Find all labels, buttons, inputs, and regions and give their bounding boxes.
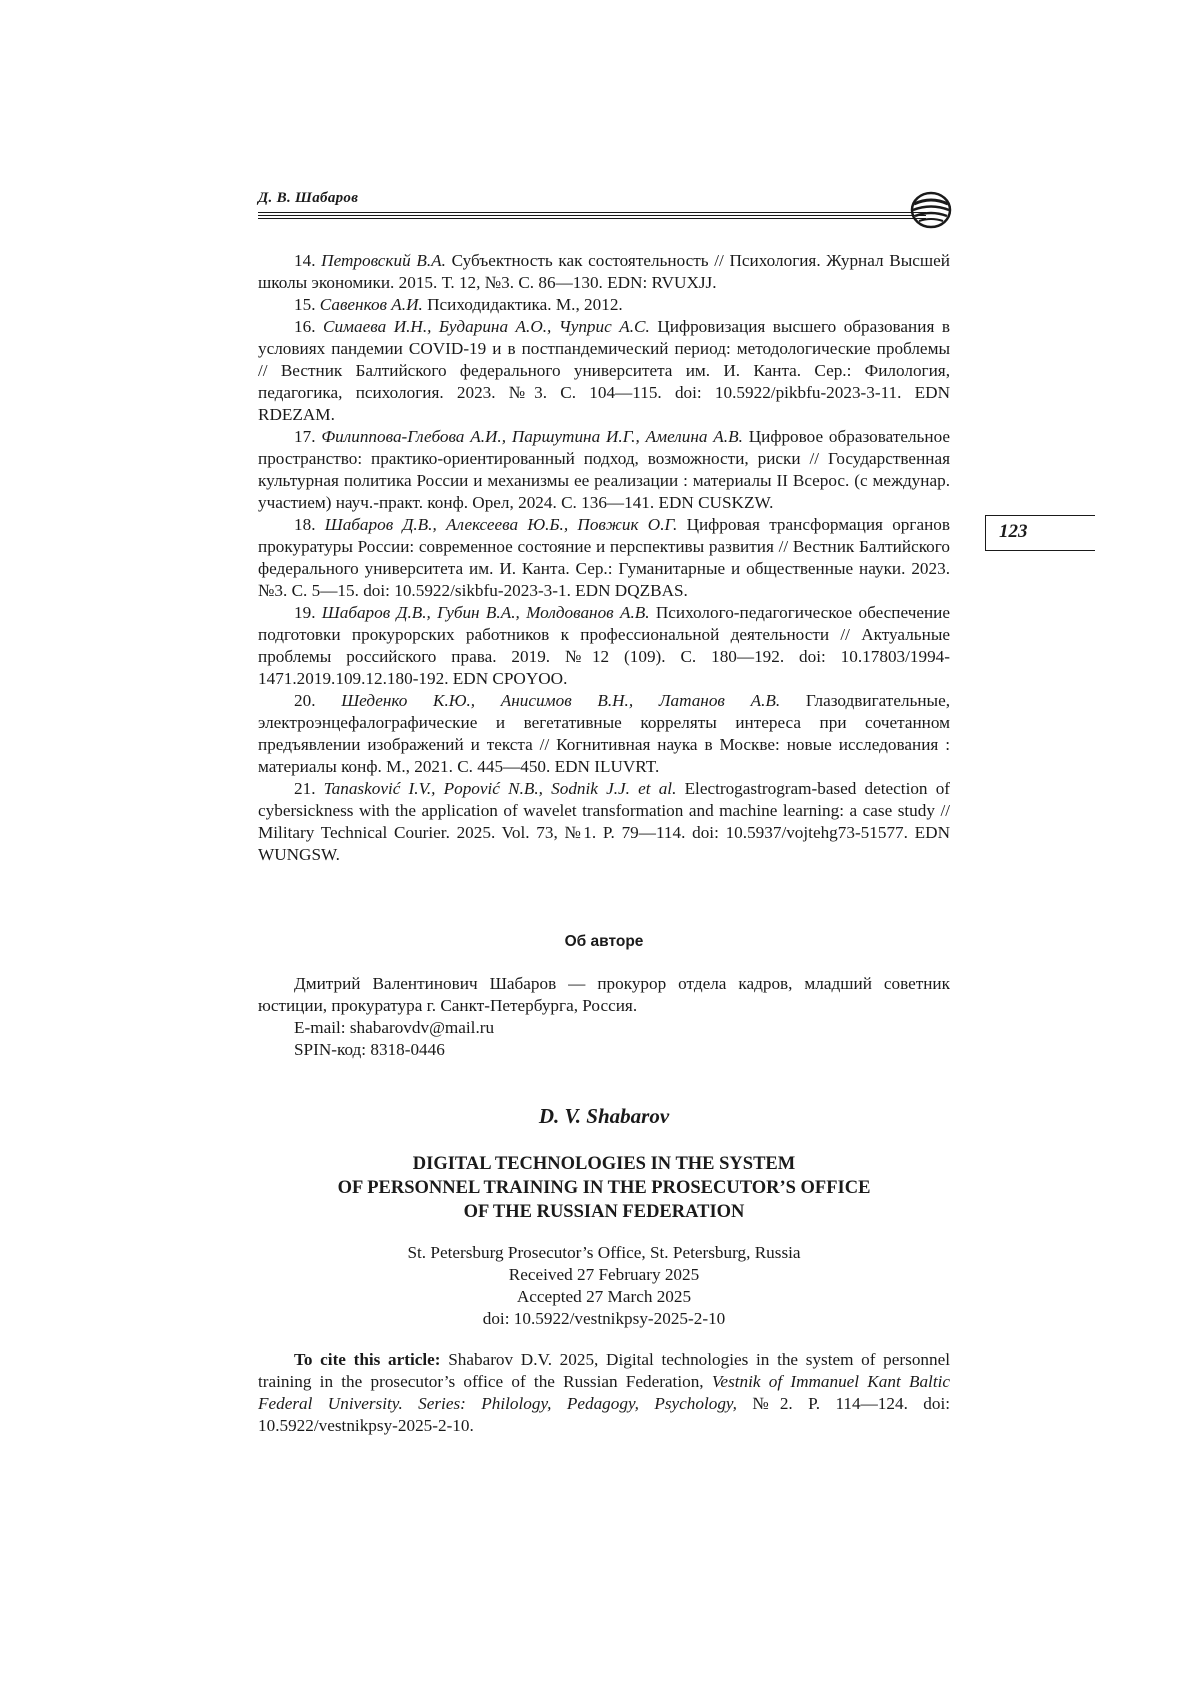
received-date: Received 27 February 2025 [508,1265,700,1284]
reference-authors: Tanasković I.V., Popović N.B., Sodnik J.J. et al. [323,779,677,798]
header-rule [258,212,926,213]
citation-journal: Vestnik of Immanuel Kant Baltic Federal University. Series: Philology, Pedagogy, Psychology, [258,1372,951,1413]
author-bio: Дмитрий Валентинович Шабаров — прокурор отдела кадров, младший советник юстиции, прокуратура г. Санкт-Петербурга, Россия. [258,974,950,1015]
reference-authors: Филиппова-Глебова А.И., Паршутина И.Г., Амелина А.В. [321,427,743,446]
reference-text: Цифровое образовательное пространство: практико-ориентированный подход, возможности, риски // Государственная культурная политика России и механизмы ее реализации : материалы II Всерос. (с междунар. участием) науч.-практ. конф. Орел, 2024. С. 136—141. EDN CUSKZW. [258,427,951,512]
citation-label: To cite this article: [294,1350,441,1369]
reference-text: Глазодвигательные, электроэнцефалографические и вегетативные корреляты интереса при сочетанном предъявлении изображений и текста // Когнитивная наука в Москве: новые исследования : материалы конф. М., 2021. С. 445—450. EDN ILUVRT. [258,691,951,776]
reference-authors: Шеденко К.Ю., Анисимов В.Н., Латанов А.В. [341,691,781,710]
page-number-box [985,515,1095,551]
article-doi: doi: 10.5922/vestnikpsy-2025-2-10 [482,1309,726,1328]
citation-text: Shabarov D.V. 2025, Digital technologies in the system of personnel training in the prosecutor’s office of the Russian Federation, [258,1350,950,1391]
header-rule [258,218,926,219]
accepted-date: Accepted 27 March 2025 [516,1287,692,1306]
reference-list [258,250,950,866]
affiliation: St. Petersburg Prosecutor’s Office, St. Petersburg, Russia [407,1243,801,1262]
journal-logo-icon [908,190,954,230]
english-author: D. V. Shabarov [538,1104,670,1128]
reference-item: 21. Tanasković I.V., Popović N.B., Sodnik J.J. et al. Electrogastrogram-based detection of cybersickness with the application of wavelet transformation and machine learning: a case study // Military Technical Courier. 2025. Vol. 73, №1. P. 79—114. doi: 10.5937/vojtehg73-51577. EDN WUNGSW. [258,779,951,864]
article-metadata [258,1242,950,1330]
header-rule [258,215,926,216]
reference-text: Electrogastrogram-based detection of cybersickness with the application of wavelet transformation and machine learning: a case study // Military Technical Courier. 2025. Vol. 73, №1. P. 79—114. doi: 10.5937/vojtehg73-51577. EDN WUNGSW. [258,779,951,864]
reference-item: 18. Шабаров Д.В., Алексеева Ю.Б., Повжик О.Г. Цифровая трансформация органов прокуратуры России: современное состояние и перспективы развития // Вестник Балтийского федерального университета им. И. Канта. Сер.: Гуманитарные и общественные науки. 2023. №3. С. 5—15. doi: 10.5922/sikbfu-2023-3-1. EDN DQZBAS. [258,515,950,600]
citation [258,1349,950,1437]
reference-item: 15. Савенков А.И. Психодидактика. М., 2012. [294,295,623,314]
reference-text: Психолого-педагогическое обеспечение подготовки прокурорских работников к профессиональной деятельности // Актуальные проблемы российского права. 2019. №12 (109). С. 180—192. doi: 10.17803/1994-1471.2019.109.12.180-192. EDN CPOYOO. [258,603,950,688]
reference-authors: Петровский В.А. [321,251,446,270]
reference-item: 17. Филиппова-Глебова А.И., Паршутина И.Г., Амелина А.В. Цифровое образовательное пространство: практико-ориентированный подход, возможности, риски // Государственная культурная политика России и механизмы ее реализации : материалы II Всерос. (с междунар. участием) науч.-практ. конф. Орел, 2024. С. 136—141. EDN CUSKZW. [258,427,951,512]
running-head: Д. В. Шабаров [258,190,359,206]
author-email: E-mail: shabarovdv@mail.ru [294,1018,495,1037]
reference-authors: Шабаров Д.В., Алексеева Ю.Б., Повжик О.Г. [324,515,678,534]
page-number: 123 [999,521,1028,542]
reference-item: 19. Шабаров Д.В., Губин В.А., Молдованов А.В. Психолого-педагогическое обеспечение подготовки прокурорских работников к профессиональной деятельности // Актуальные проблемы российского права. 2019. №12 (109). С. 180—192. doi: 10.17803/1994-1471.2019.109.12.180-192. EDN CPOYOO. [258,603,950,688]
reference-item: 14. Петровский В.А. Субъектность как состоятельность // Психология. Журнал Высшей школы экономики. 2015. Т. 12, №3. С. 86—130. EDN: RVUXJJ. [258,251,950,292]
reference-text: Психодидактика. М., 2012. [427,295,623,314]
reference-item: 20. Шеденко К.Ю., Анисимов В.Н., Латанов А.В. Глазодвигательные, электроэнцефалографические и вегетативные корреляты интереса при сочетанном предъявлении изображений и текста // Когнитивная наука в Москве: новые исследования : материалы конф. М., 2021. С. 445—450. EDN ILUVRT. [258,691,951,776]
title-line: DIGITAL TECHNOLOGIES IN THE SYSTEM [412,1154,796,1174]
reference-text: Субъектность как состоятельность // Психология. Журнал Высшей школы экономики. 2015. Т. 12, №3. С. 86—130. EDN: RVUXJJ. [258,251,950,292]
about-author-heading: Об авторе [564,933,644,950]
english-title [258,1152,950,1224]
reference-item: 16. Симаева И.Н., Бударина А.О., Чуприс А.С. Цифровизация высшего образования в условиях пандемии COVID-19 и в постпандемический период: методологические проблемы // Вестник Балтийского федерального университета им. И. Канта. Сер.: Филология, педагогика, психология. 2023. №3. С. 104—115. doi: 10.5922/pikbfu-2023-3-11. EDN RDEZAM. [258,317,950,424]
reference-text: Цифровая трансформация органов прокуратуры России: современное состояние и перспективы развития // Вестник Балтийского федерального университета им. И. Канта. Сер.: Гуманитарные и общественные науки. 2023. №3. С. 5—15. doi: 10.5922/sikbfu-2023-3-1. EDN DQZBAS. [258,515,950,600]
citation-text-end: №2. P. 114—124. doi: 10.5922/vestnikpsy-2025-2-10. [258,1394,951,1435]
title-line: OF THE RUSSIAN FEDERATION [463,1202,745,1222]
author-spin: SPIN-код: 8318-0446 [294,1040,445,1059]
reference-authors: Савенков А.И. [319,295,423,314]
title-line: OF PERSONNEL TRAINING IN THE PROSECUTOR’S OFFICE [337,1178,871,1198]
about-author-section [258,973,950,1061]
reference-authors: Симаева И.Н., Бударина А.О., Чуприс А.С. [323,317,650,336]
reference-authors: Шабаров Д.В., Губин В.А., Молдованов А.В. [321,603,650,622]
reference-text: Цифровизация высшего образования в условиях пандемии COVID-19 и в постпандемический период: методологические проблемы // Вестник Балтийского федерального университета им. И. Канта. Сер.: Филология, педагогика, психология. 2023. №3. С. 104—115. doi: 10.5922/pikbfu-2023-3-11. EDN RDEZAM. [258,317,950,424]
